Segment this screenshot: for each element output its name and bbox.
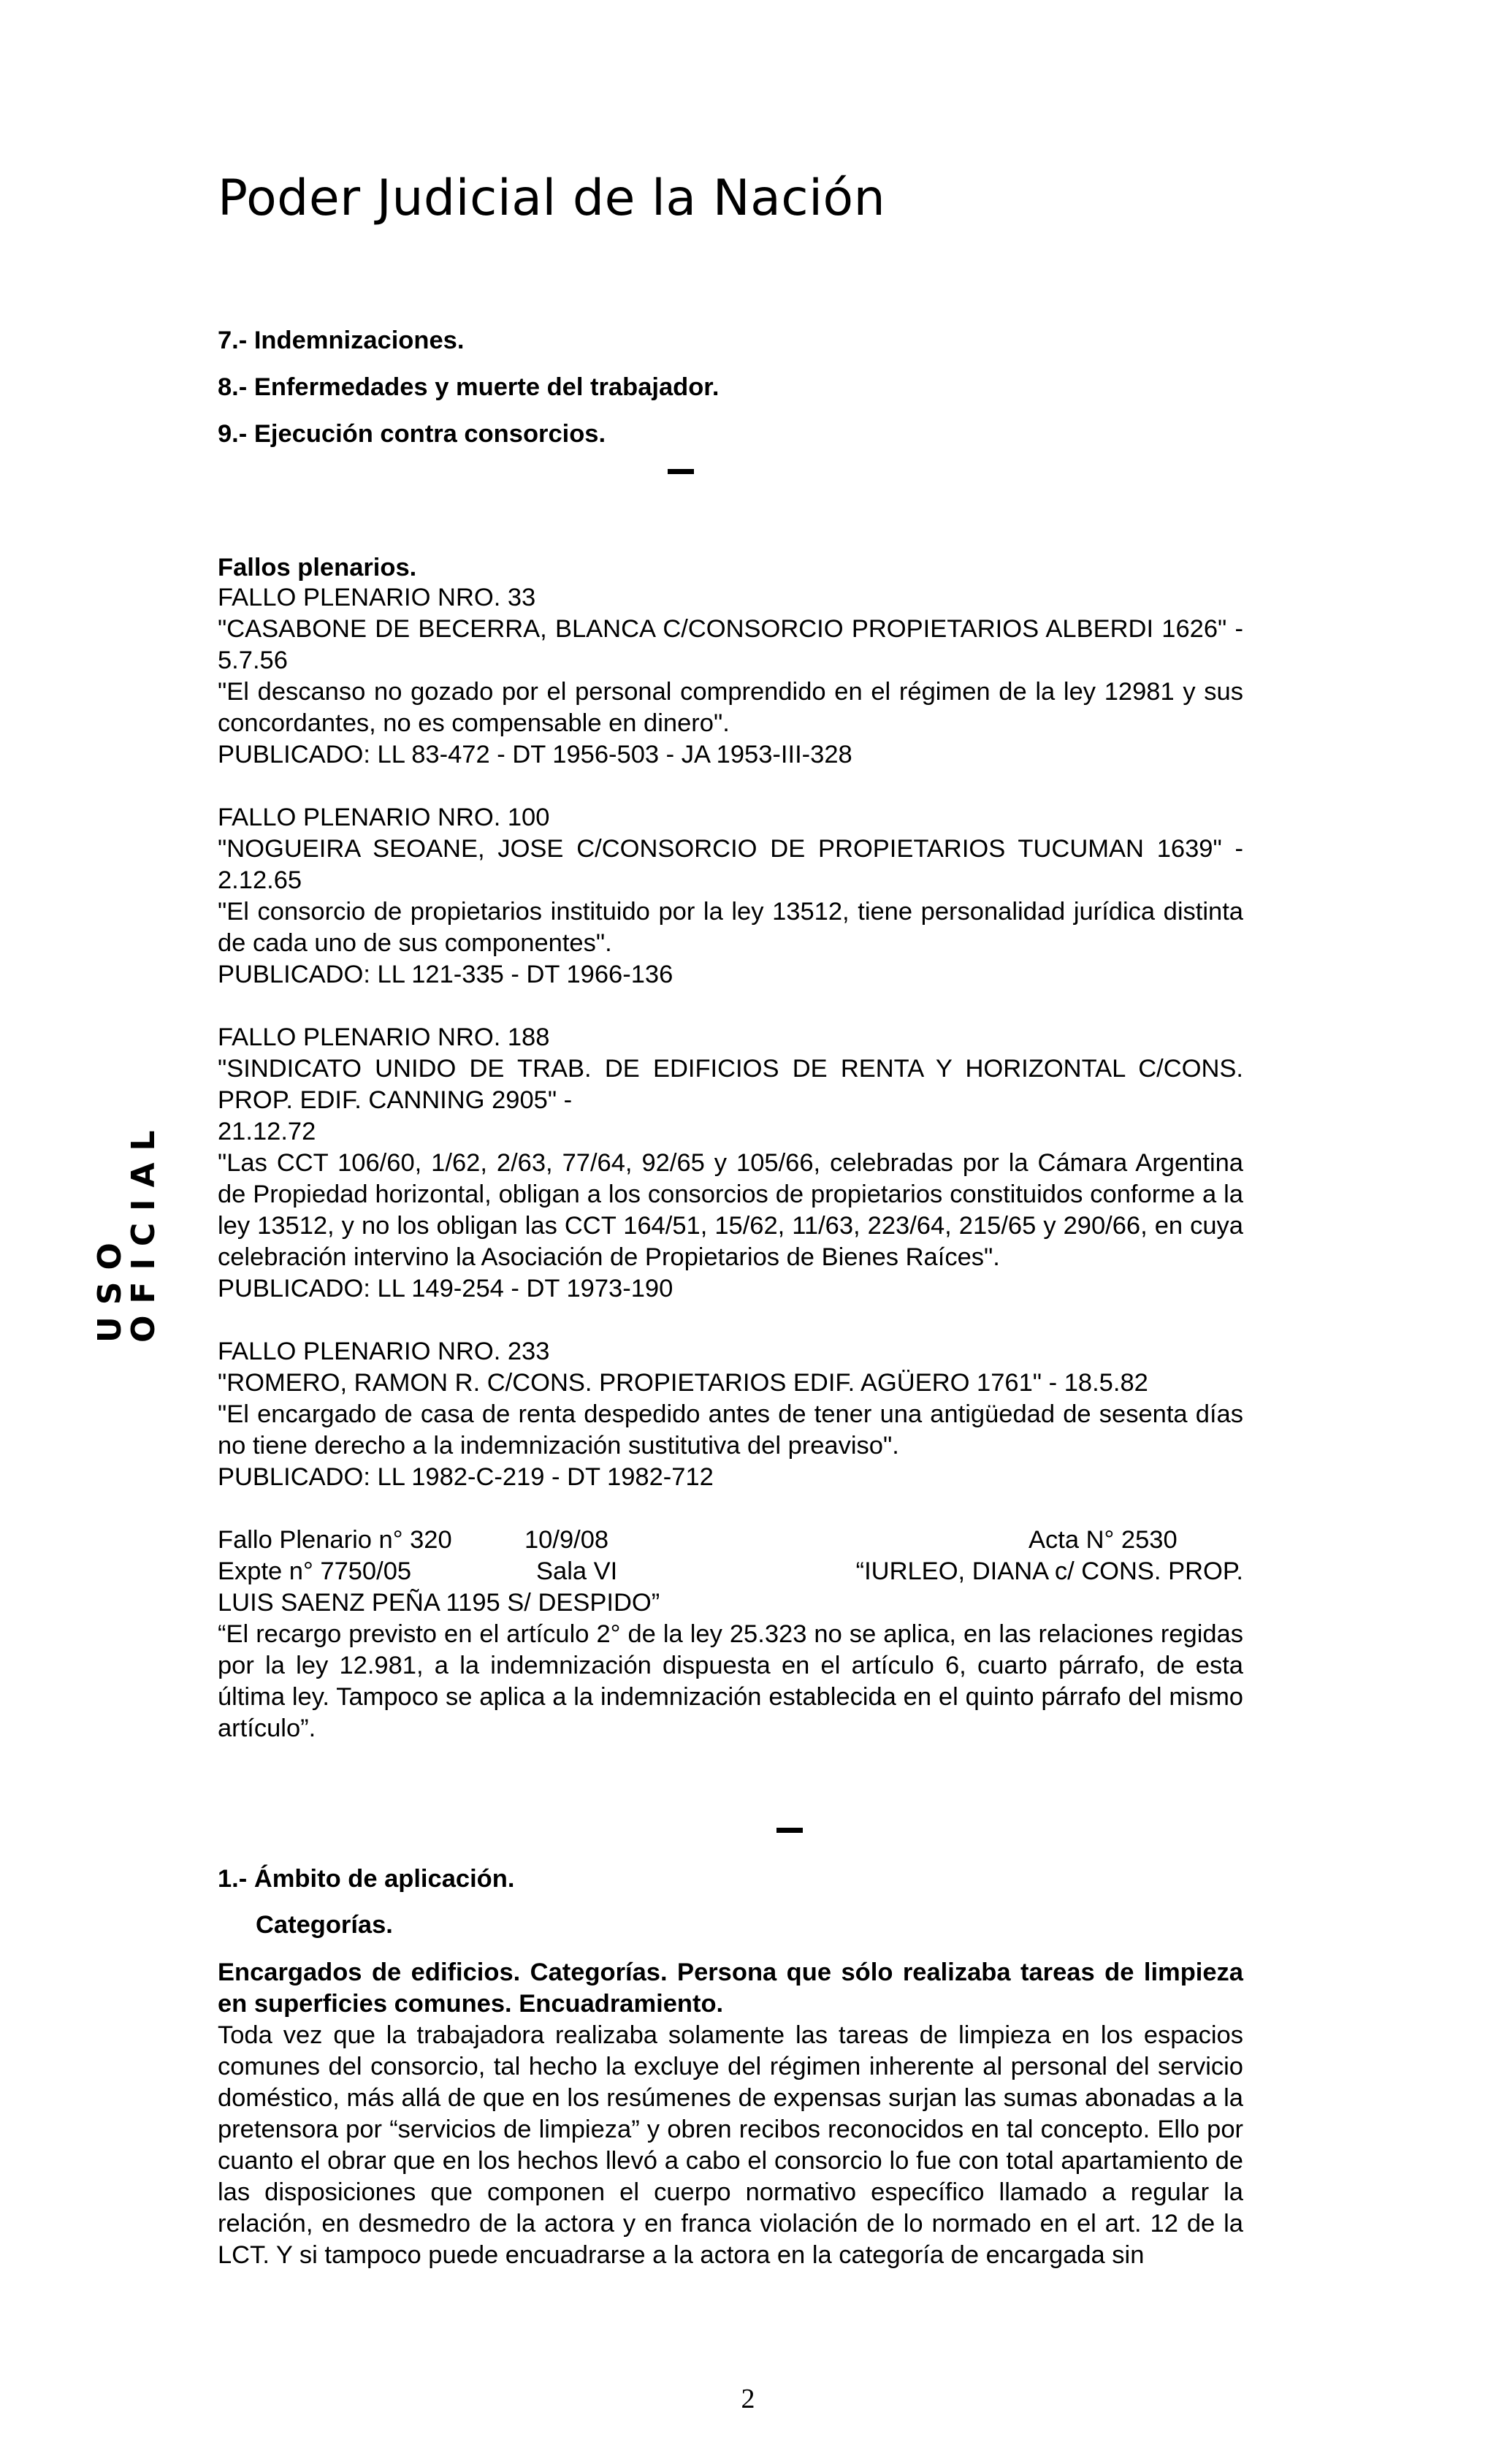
page-number: 2 <box>741 2384 755 2414</box>
fallo-acta: Acta N° 2530 <box>1028 1526 1178 1554</box>
fallo-numero: Fallo Plenario n° 320 <box>218 1526 452 1554</box>
fallo-publicado: PUBLICADO: LL 83-472 - DT 1956-503 - JA 1953-III-328 <box>218 741 852 768</box>
section-divider <box>218 1818 1243 1849</box>
fallo-publicado: PUBLICADO: LL 121-335 - DT 1966-136 <box>218 961 673 988</box>
fallo-doctrina: "El descanso no gozado por el personal comprendido en el régimen de la ley 12981 y sus concordantes, no es compensable en dinero". <box>218 678 1243 737</box>
fallo-100 <box>218 802 1243 991</box>
fallo-doctrina: "Las CCT 106/60, 1/62, 2/63, 77/64, 92/65 y 105/66, celebradas por la Cámara Argentina de Propiedad horizontal, obligan a los consorcios de propietarios constituidos conforme a la ley 13512, y no los obligan las CCT 164/51, 15/62, 11/63, 223/64, 215/65 y 290/66, en cuya celebración intervino la Asociación de Propietarios de Bienes Raíces". <box>218 1149 1243 1271</box>
toc-list <box>218 317 1243 457</box>
ambito-heading: 1.- Ámbito de aplicación. <box>218 1865 515 1893</box>
ambito-subheading: Categorías. <box>256 1911 393 1939</box>
fallo-caratula: "CASABONE DE BECERRA, BLANCA C/CONSORCIO PROPIETARIOS ALBERDI 1626" - 5.7.56 <box>218 615 1243 674</box>
toc-item-7: 7.- Indemnizaciones. <box>218 327 465 354</box>
sumario-body: Toda vez que la trabajadora realizaba solamente las tareas de limpieza en los espacios comunes del consorcio, tal hecho la excluye del régimen inherente al personal del servicio doméstico, más allá de que en los resúmenes de expensas surjan las sumas abonadas a la pretensora por “servicios de limpieza” y obren recibos reconocidos en tal concepto. Ello por cuanto el obrar que en los hechos llevó a cabo el consorcio lo fue con total apartamiento de las disposiciones que componen el cuerpo normativo específico llamado a regular la relación, en desmedro de la actora y en franca violación de lo normado en el art. 12 de la LCT. Y si tampoco puede encuadrarse a la actora en la categoría de encargada sin <box>218 2021 1243 2269</box>
fallo-320-expte-row <box>218 1556 1243 1587</box>
fallo-publicado: PUBLICADO: LL 149-254 - DT 1973-190 <box>218 1275 673 1302</box>
fallo-numero: FALLO PLENARIO NRO. 33 <box>218 584 536 611</box>
fallo-numero: FALLO PLENARIO NRO. 233 <box>218 1338 550 1365</box>
fallo-numero: FALLO PLENARIO NRO. 100 <box>218 804 550 831</box>
fallo-fecha: 10/9/08 <box>524 1526 609 1554</box>
fallo-expte: Expte n° 7750/05 <box>218 1557 412 1585</box>
fallo-publicado: PUBLICADO: LL 1982-C-219 - DT 1982-712 <box>218 1463 714 1491</box>
fallo-233 <box>218 1336 1243 1493</box>
toc-item-9: 9.- Ejecución contra consorcios. <box>218 420 606 448</box>
fallo-caratula: "SINDICATO UNIDO DE TRAB. DE EDIFICIOS DE RENTA Y HORIZONTAL C/CONS. PROP. EDIF. CANNING 2905" - <box>218 1055 1243 1114</box>
fallo-doctrina: “El recargo previsto en el artículo 2° de la ley 25.323 no se aplica, en las relaciones regidas por la ley 12.981, a la indemnización dispuesta en el artículo 6, cuarto párrafo, de esta última ley. Tampoco se aplica a la indemnización establecida en el quinto párrafo del mismo artículo”. <box>218 1620 1243 1742</box>
fallo-188 <box>218 1022 1243 1305</box>
document-body <box>218 317 1243 2271</box>
fallo-doctrina: "El encargado de casa de renta despedido antes de tener una antigüedad de sesenta días no tiene derecho a la indemnización sustitutiva del preaviso". <box>218 1400 1243 1460</box>
page-header-title: Poder Judicial de la Nación <box>218 169 886 227</box>
fallo-33 <box>218 582 1243 771</box>
fallo-fecha: 21.12.72 <box>218 1118 316 1145</box>
fallo-numero: FALLO PLENARIO NRO. 188 <box>218 1023 550 1051</box>
section-divider <box>218 459 1243 490</box>
fallo-caratula-part1: “IURLEO, DIANA c/ CONS. PROP. <box>855 1557 1243 1585</box>
toc-item-8: 8.- Enfermedades y muerte del trabajador. <box>218 373 720 401</box>
fallo-320-header-row <box>218 1525 1243 1556</box>
fallo-320 <box>218 1525 1243 1744</box>
watermark-line-uso: USO <box>91 1231 129 1343</box>
plenarios-heading: Fallos plenarios. <box>218 554 417 581</box>
fallo-sala: Sala VI <box>536 1557 618 1585</box>
fallo-caratula: "ROMERO, RAMON R. C/CONS. PROPIETARIOS EDIF. AGÜERO 1761" - 18.5.82 <box>218 1369 1148 1397</box>
sumario-title: Encargados de edificios. Categorías. Persona que sólo realizaba tareas de limpieza en superficies comunes. Encuadramiento. <box>218 1958 1243 2018</box>
fallo-caratula: "NOGUEIRA SEOANE, JOSE C/CONSORCIO DE PROPIETARIOS TUCUMAN 1639" - 2.12.65 <box>218 835 1243 894</box>
fallo-doctrina: "El consorcio de propietarios instituido por la ley 13512, tiene personalidad jurídica distinta de cada uno de sus componentes". <box>218 898 1243 957</box>
watermark-line-oficial: OFICIAL <box>125 1118 162 1343</box>
fallo-caratula-part2: LUIS SAENZ PEÑA 1195 S/ DESPIDO” <box>218 1589 660 1617</box>
